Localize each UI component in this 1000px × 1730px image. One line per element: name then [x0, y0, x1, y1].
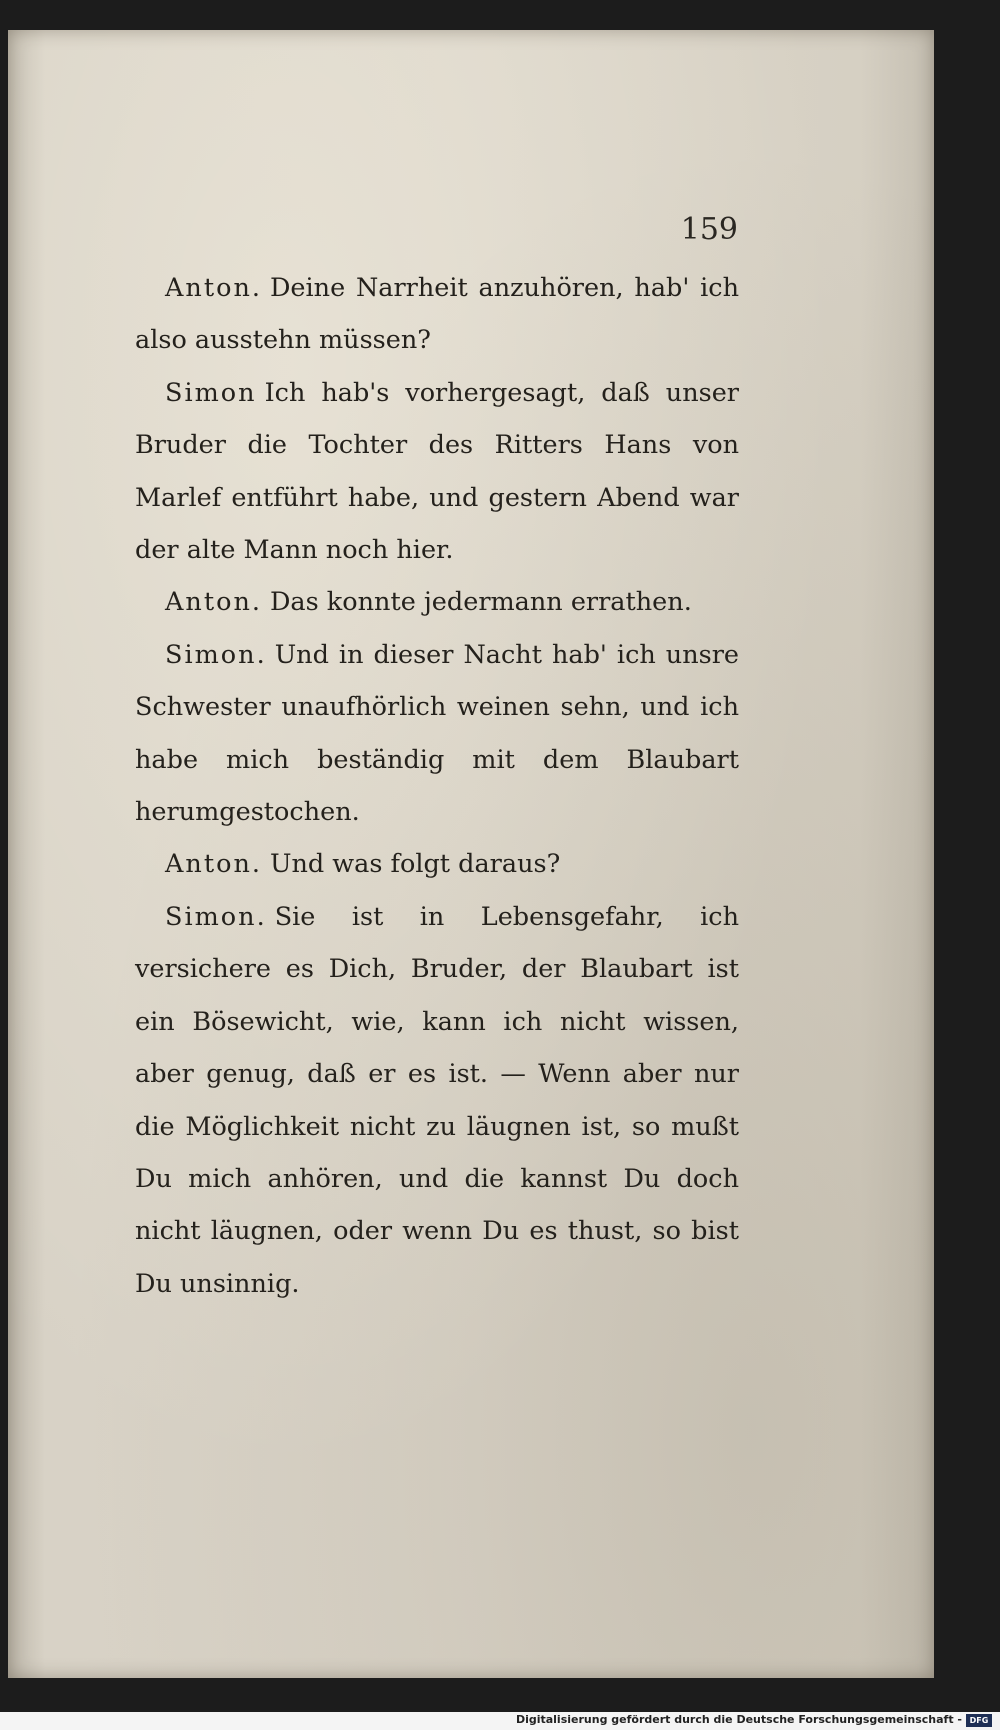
- dialogue-text: Deine Narrheit anzuhören, hab' ich also ausstehn müssen?: [135, 273, 739, 356]
- paragraph: [135, 891, 739, 1310]
- paragraph: [135, 838, 739, 890]
- book-page: [8, 30, 934, 1678]
- speaker-name: Simon.: [165, 639, 267, 670]
- dialogue-text: Sie ist in Lebensgefahr, ich versichere es Dich, Bruder, der Blaubart ist ein Bösewicht, wie, kann ich nicht wissen, aber genug, daß er es ist. — Wenn aber nur die Möglichkeit nicht zu läugnen ist, so mußt Du mich anhören, und die kannst Du doch nicht läugnen, oder wenn Du es thust, so bist Du unsinnig.: [135, 901, 739, 1299]
- page-number: 159: [680, 212, 738, 247]
- dialogue-text: Ich hab's vorhergesagt, daß unser Bruder die Tochter des Ritters Hans von Marlef entführt habe, und gestern Abend war der alte Mann noch hier.: [135, 377, 739, 566]
- speaker-name: Simon.: [165, 901, 267, 932]
- paragraph: [135, 576, 739, 628]
- dialogue-text: Das konnte jedermann errathen.: [269, 587, 692, 618]
- speaker-name: Anton.: [165, 849, 262, 880]
- funding-credit: Digitalisierung gefördert durch die Deutsche Forschungsgemeinschaft -: [515, 1713, 962, 1726]
- speaker-name: Anton.: [165, 273, 262, 303]
- speaker-name: Anton.: [165, 587, 262, 618]
- speaker-name: Simon: [165, 377, 257, 408]
- dialogue-text: Und was folgt daraus?: [269, 849, 561, 880]
- paragraph: [135, 367, 739, 577]
- footer-bar: [0, 1712, 1000, 1730]
- dfg-logo-icon: DFG: [966, 1714, 992, 1727]
- paragraph: [135, 629, 739, 839]
- paragraph: [135, 262, 739, 367]
- text-block: [135, 262, 739, 1310]
- dialogue-text: Und in dieser Nacht hab' ich unsre Schwester unaufhörlich weinen sehn, und ich habe mich beständig mit dem Blaubart herumgestochen.: [135, 639, 739, 828]
